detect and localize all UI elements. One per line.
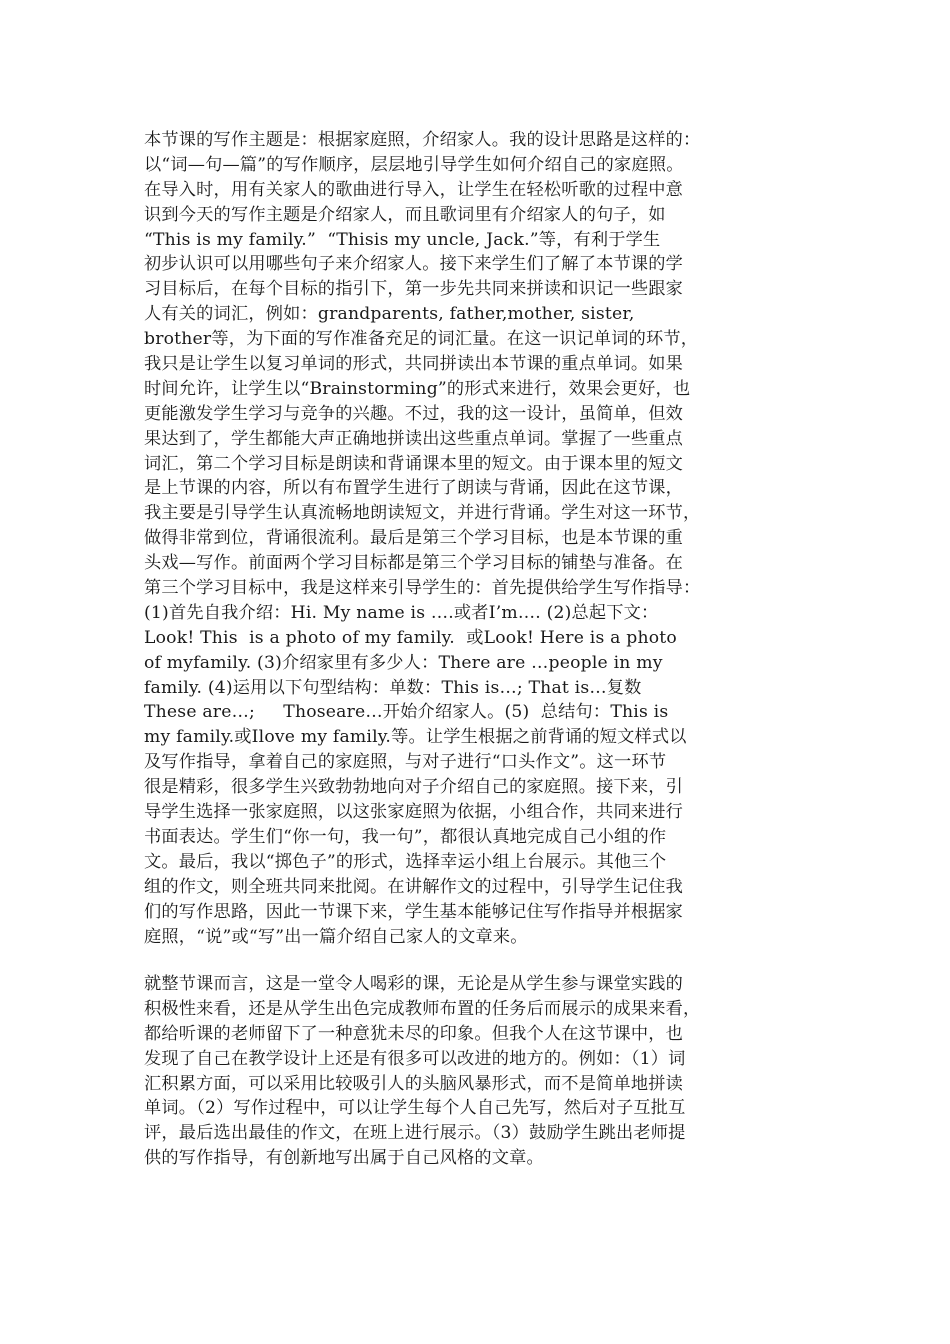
- text-line: 第三个学习目标中，我是这样来引导学生的：首先提供给学生写作指导：: [144, 578, 701, 599]
- text-line: 都给听课的老师留下了一种意犹未尽的印象。但我个人在这节课中，也: [144, 1023, 684, 1044]
- text-line: 做得非常到位，背诵很流利。最后是第三个学习目标，也是本节课的重: [144, 528, 684, 549]
- text-line: “This is my family.” “Thisis my uncle, Jack.”等，有利于学生: [144, 229, 661, 250]
- text-line: 汇积累方面，可以采用比较吸引人的头脑风暴形式，而不是简单地拼读: [144, 1073, 684, 1094]
- text-line: 我只是让学生以复习单词的形式，共同拼读出本节课的重点单词。如果: [144, 354, 684, 375]
- text-line: 更能激发学生学习与竞争的兴趣。不过，我的这一设计，虽简单，但效: [144, 403, 684, 424]
- text-line: 书面表达。学生们“你一句，我一句”，都很认真地完成自己小组的作: [144, 826, 667, 847]
- text-line: 就整节课而言，这是一堂令人喝彩的课，无论是从学生参与课堂实践的: [144, 974, 684, 994]
- text-line: 导学生选择一张家庭照，以这张家庭照为依据，小组合作，共同来进行: [144, 802, 684, 823]
- text-line: 头戏—写作。前面两个学习目标都是第三个学习目标的铺垫与准备。在: [144, 553, 684, 574]
- paragraph-lesson-reflection: [144, 972, 804, 1171]
- text-line: 词汇，第二个学习目标是朗读和背诵课本里的短文。由于课本里的短文: [144, 453, 684, 474]
- text-line: my family.或Ilove my family.等。让学生根据之前背诵的短文样式以: [144, 727, 687, 748]
- text-line: Look! This is a photo of my family. 或Look! Here is a photo: [144, 627, 677, 648]
- text-line: 发现了自己在教学设计上还是有很多可以改进的地方的。例如：（1）词: [144, 1048, 686, 1069]
- text-line: (1)首先自我介绍：Hi. My name is ….或者I’m…. (2)总起下文：: [144, 602, 659, 623]
- text-line: 我主要是引导学生认真流畅地朗读短文，并进行背诵。学生对这一环节，: [144, 503, 701, 524]
- text-line: 单词。（2）写作过程中，可以让学生每个人自己先写，然后对子互批互: [144, 1098, 686, 1119]
- text-line: 果达到了，学生都能大声正确地拼读出这些重点单词。掌握了一些重点: [144, 428, 684, 449]
- text-line: of myfamily. (3)介绍家里有多少人：There are …people in my: [144, 652, 663, 673]
- text-line: 评，最后选出最佳的作文，在班上进行展示。（3）鼓励学生跳出老师提: [144, 1123, 686, 1144]
- text-line: 初步认识可以用哪些句子来介绍家人。接下来学生们了解了本节课的学: [144, 254, 684, 275]
- text-line: 以“词—句—篇”的写作顺序，层层地引导学生如何介绍自己的家庭照。: [144, 154, 684, 175]
- text-line: 庭照，“说”或“写”出一篇介绍自己家人的文章来。: [144, 926, 528, 947]
- text-line: family. (4)运用以下句型结构：单数：This is…; That is…复数: [144, 677, 642, 698]
- text-line: These are…; Thoseare…开始介绍家人。(5) 总结句：This is: [144, 702, 669, 723]
- text-line: 习目标后，在每个目标的指引下，第一步先共同来拼读和识记一些跟家: [144, 279, 684, 300]
- text-line: 人有关的词汇，例如：grandparents, father,mother, sister,: [144, 304, 635, 325]
- text-line: 在导入时，用有关家人的歌曲进行导入，让学生在轻松听歌的过程中意: [144, 179, 684, 200]
- text-line: brother等，为下面的写作准备充足的词汇量。在这一识记单词的环节，: [144, 329, 699, 350]
- text-line: 识到今天的写作主题是介绍家人，而且歌词里有介绍家人的句子，如: [144, 204, 666, 225]
- text-line: 供的写作指导，有创新地写出属于自己风格的文章。: [144, 1148, 544, 1169]
- text-line: 及写作指导，拿着自己的家庭照，与对子进行“口头作文”。这一环节: [144, 752, 667, 773]
- text-line: 积极性来看，还是从学生出色完成教师布置的任务后而展示的成果来看，: [144, 998, 701, 1019]
- text-line: 很是精彩，很多学生兴致勃勃地向对子介绍自己的家庭照。接下来，引: [144, 777, 684, 798]
- text-line: 时间允许，让学生以“Brainstorming”的形式来进行，效果会更好，也: [144, 378, 691, 399]
- text-line: 组的作文，则全班共同来批阅。在讲解作文的过程中，引导学生记住我: [144, 876, 684, 897]
- text-line: 本节课的写作主题是：根据家庭照，介绍家人。我的设计思路是这样的：: [144, 130, 701, 150]
- text-line: 文。最后，我以“掷色子”的形式，选择幸运小组上台展示。其他三个: [144, 851, 667, 872]
- text-line: 是上节课的内容，所以有布置学生进行了朗读与背诵，因此在这节课，: [144, 478, 684, 499]
- text-line: 们的写作思路，因此一节课下来，学生基本能够记住写作指导并根据家: [144, 901, 684, 922]
- paragraph-lesson-description: [144, 128, 804, 949]
